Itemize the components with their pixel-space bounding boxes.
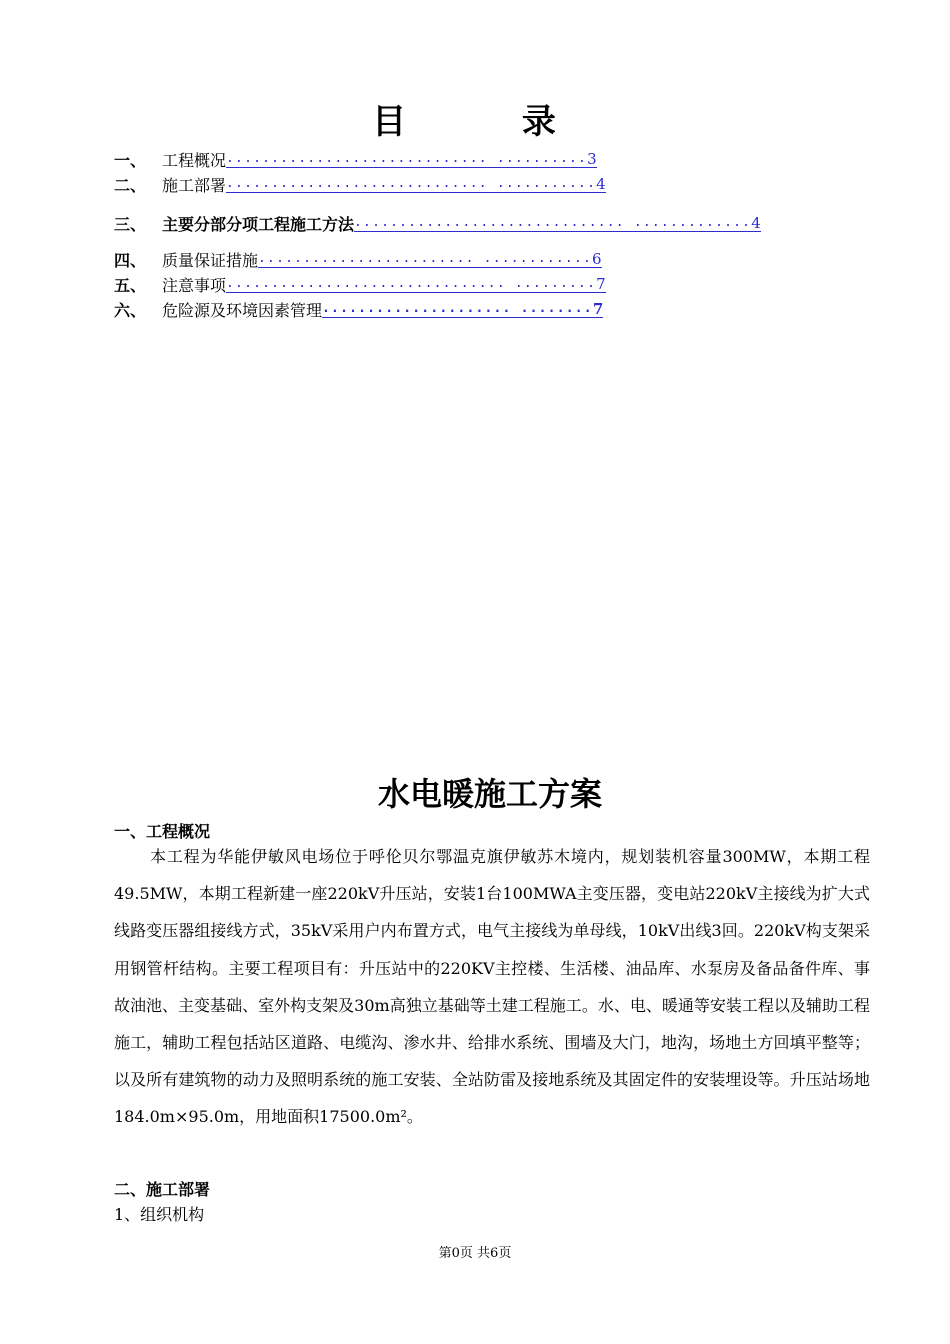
toc-entry-6[interactable] <box>114 297 603 321</box>
toc-leader-dots[interactable]: ..................... ........ <box>322 300 593 316</box>
toc-entry-1[interactable] <box>114 147 597 171</box>
toc-entry-number: 四、 <box>114 250 147 270</box>
toc-entry-number: 五、 <box>114 275 147 295</box>
toc-entry-number: 三、 <box>114 214 147 234</box>
section-heading-overview: 一、工程概况 <box>114 822 211 841</box>
toc-entry-label: 危险源及环境因素管理 <box>162 300 323 320</box>
toc-entry-label: 工程概况 <box>162 150 227 170</box>
toc-leader-dots[interactable]: ............................. .......... <box>226 150 588 166</box>
overview-paragraph: 本工程为华能伊敏风电场位于呼伦贝尔鄂温克旗伊敏苏木境内，规划装机容量300MW，本期工程49.5MW，本期工程新建一座220kV升压站，安装1台100MWA主变压器，变电站220kV主接线为扩大式线路变压器组接线方式，35kV采用户内布置方式，电气主接线为单母线，10kV出线3回。220kV构支架采用钢管杆结构。主要工程项目有：升压站中的220KV主控楼、生活楼、油品库、水泵房及备品备件库、事故油池、主变基础、室外构支架及30m高独立基础等土建工程施工。水、电、暖通等安装工程以及辅助工程施工，辅助工程包括站区道路、电缆沟、渗水井、给排水系统、围墙及大门，地沟，场地土方回填平整等；以及所有建筑物的动力及照明系统的施工安装、全站防雷及接地系统及其固定件的安装埋设等。升压站场地184.0m×95.0m，用地面积17500.0m²。 <box>114 847 870 1127</box>
toc-page-number[interactable]: 6 <box>592 249 602 268</box>
toc-entry-label: 主要分部分项工程施工方法 <box>162 214 355 234</box>
section-heading-deployment: 二、施工部署 <box>114 1180 211 1199</box>
subsection-organization: 1、组织机构 <box>114 1205 205 1224</box>
toc-page-number[interactable]: 4 <box>751 213 761 232</box>
toc-leader-dots[interactable]: ............................. ........... <box>226 175 597 191</box>
toc-entry-number: 六、 <box>114 300 147 320</box>
document-title: 水电暖施工方案 <box>377 775 602 813</box>
toc-leader-dots[interactable]: ........................ ............ <box>258 250 593 266</box>
toc-title: 目 录 <box>372 102 608 142</box>
toc-page-number[interactable]: 3 <box>587 149 597 168</box>
toc-entry-3[interactable] <box>114 211 761 235</box>
toc-entry-label: 注意事项 <box>162 275 227 295</box>
toc-entry-label: 质量保证措施 <box>162 250 259 270</box>
toc-entry-label: 施工部署 <box>162 175 227 195</box>
toc-page-number[interactable]: 7 <box>596 274 606 293</box>
page-footer: 第0页 共6页 <box>438 1246 512 1261</box>
toc-entry-number: 二、 <box>114 175 147 195</box>
toc-entry-number: 一、 <box>114 150 147 170</box>
toc-page-number[interactable]: 4 <box>596 174 606 193</box>
toc-entry-4[interactable] <box>114 247 602 271</box>
toc-leader-dots[interactable]: ............................... ......... <box>226 275 597 291</box>
toc-entry-5[interactable] <box>114 272 606 296</box>
toc-page-number[interactable]: 7 <box>592 299 604 318</box>
toc-entry-2[interactable] <box>114 172 606 196</box>
toc-leader-dots[interactable]: .............................. ............. <box>354 214 752 230</box>
